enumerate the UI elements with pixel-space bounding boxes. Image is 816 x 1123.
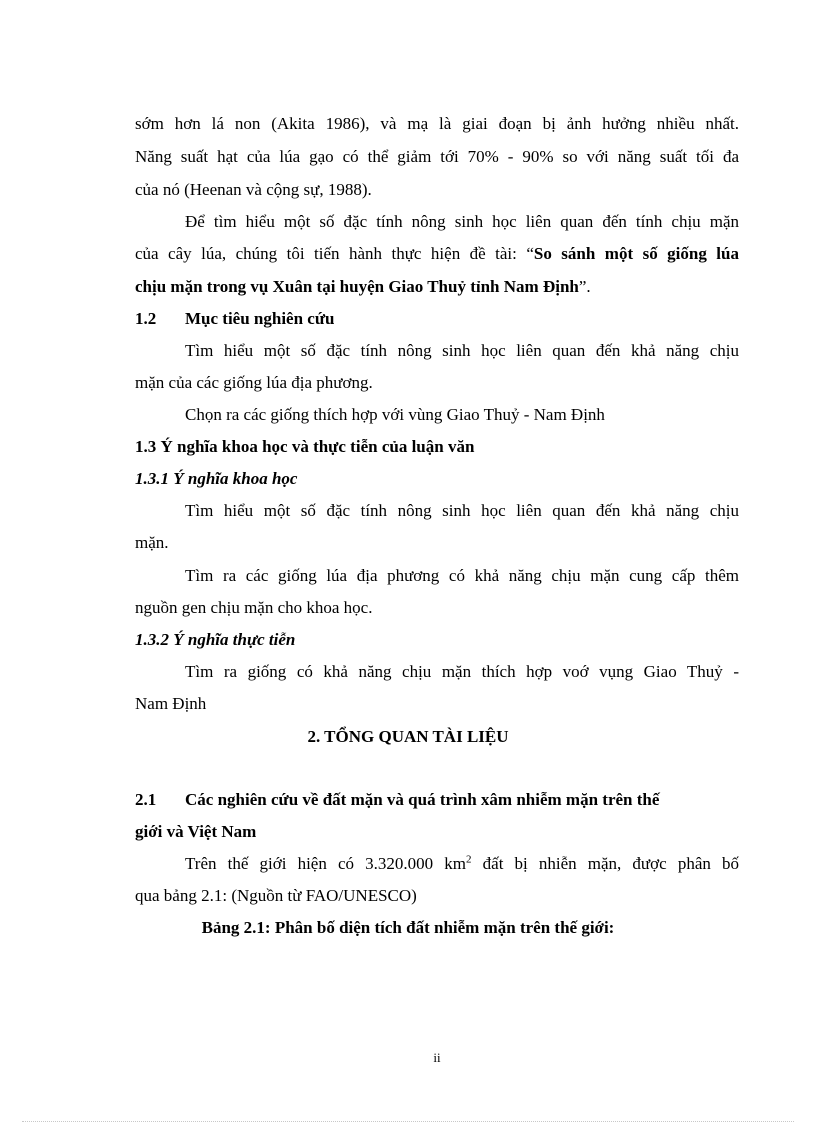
page-number: ii xyxy=(433,1050,441,1065)
section-number: 2.1 xyxy=(135,790,157,809)
paragraph-line: Nam Định xyxy=(135,694,207,713)
section-number: 1.2 xyxy=(135,309,157,328)
chapter-title: 2. TỔNG QUAN TÀI LIỆU xyxy=(307,727,509,746)
paragraph-line: Tìm hiểu một số đặc tính nông sinh học liên quan đến khả năng chịu xyxy=(185,501,739,520)
paragraph-line: Tìm ra các giống lúa địa phương có khả năng chịu mặn cung cấp thêm xyxy=(185,566,739,585)
paragraph-line xyxy=(135,244,739,264)
paragraph-line: của nó (Heenan và cộng sự, 1988). xyxy=(135,180,372,199)
table-caption: Bảng 2.1: Phân bố diện tích đất nhiễm mặn trên thế giới: xyxy=(201,918,615,937)
superscript: 2 xyxy=(466,853,472,866)
paragraph-text: của cây lúa, chúng tôi tiến hành thực hiện đề tài: “ xyxy=(135,244,534,263)
paragraph-line: qua bảng 2.1: (Nguồn từ FAO/UNESCO) xyxy=(135,886,417,905)
section-heading-1-3: 1.3 Ý nghĩa khoa học và thực tiễn của luận văn xyxy=(135,437,475,456)
subsection-heading-1-3-1: 1.3.1 Ý nghĩa khoa học xyxy=(135,469,298,488)
subsection-heading-1-3-2: 1.3.2 Ý nghĩa thực tiễn xyxy=(135,630,296,649)
section-title-continued: giới và Việt Nam xyxy=(135,822,257,841)
paragraph-line: mặn của các giống lúa địa phương. xyxy=(135,373,373,392)
paragraph-text: ”. xyxy=(578,277,591,296)
paragraph-line: mặn. xyxy=(135,533,169,552)
section-heading-1-2 xyxy=(135,309,335,329)
paragraph-text: Trên thế giới hiện có 3.320.000 km xyxy=(185,854,467,873)
section-title: Các nghiên cứu về đất mặn và quá trình xâm nhiễm mặn trên thế xyxy=(185,790,660,809)
page-bottom-divider xyxy=(22,1121,794,1122)
paragraph-line: Năng suất hạt của lúa gạo có thể giảm tới 70% - 90% so với năng suất tối đa xyxy=(135,147,739,166)
paragraph-line: Chọn ra các giống thích hợp với vùng Giao Thuỷ - Nam Định xyxy=(185,405,605,424)
thesis-topic-bold: So sánh một số giống lúa xyxy=(533,244,739,263)
paragraph-line xyxy=(135,277,591,297)
paragraph-line: sớm hơn lá non (Akita 1986), và mạ là giai đoạn bị ảnh hưởng nhiều nhất. xyxy=(135,114,739,133)
section-title: Mục tiêu nghiên cứu xyxy=(185,309,335,328)
paragraph-line: Tìm ra giống có khả năng chịu mặn thích hợp voớ vụng Giao Thuỷ - xyxy=(185,662,739,681)
paragraph-line xyxy=(185,854,739,874)
section-heading-2-1 xyxy=(135,790,659,810)
paragraph-line: nguồn gen chịu mặn cho khoa học. xyxy=(135,598,373,617)
paragraph-line: Tìm hiểu một số đặc tính nông sinh học liên quan đến khả năng chịu xyxy=(185,341,739,360)
paragraph-line: Để tìm hiểu một số đặc tính nông sinh học liên quan đến tính chịu mặn xyxy=(185,212,739,231)
paragraph-text: đất bị nhiễn mặn, được phân bố xyxy=(471,854,739,873)
thesis-topic-bold: chịu mặn trong vụ Xuân tại huyện Giao Thuỷ tỉnh Nam Định xyxy=(135,277,579,296)
